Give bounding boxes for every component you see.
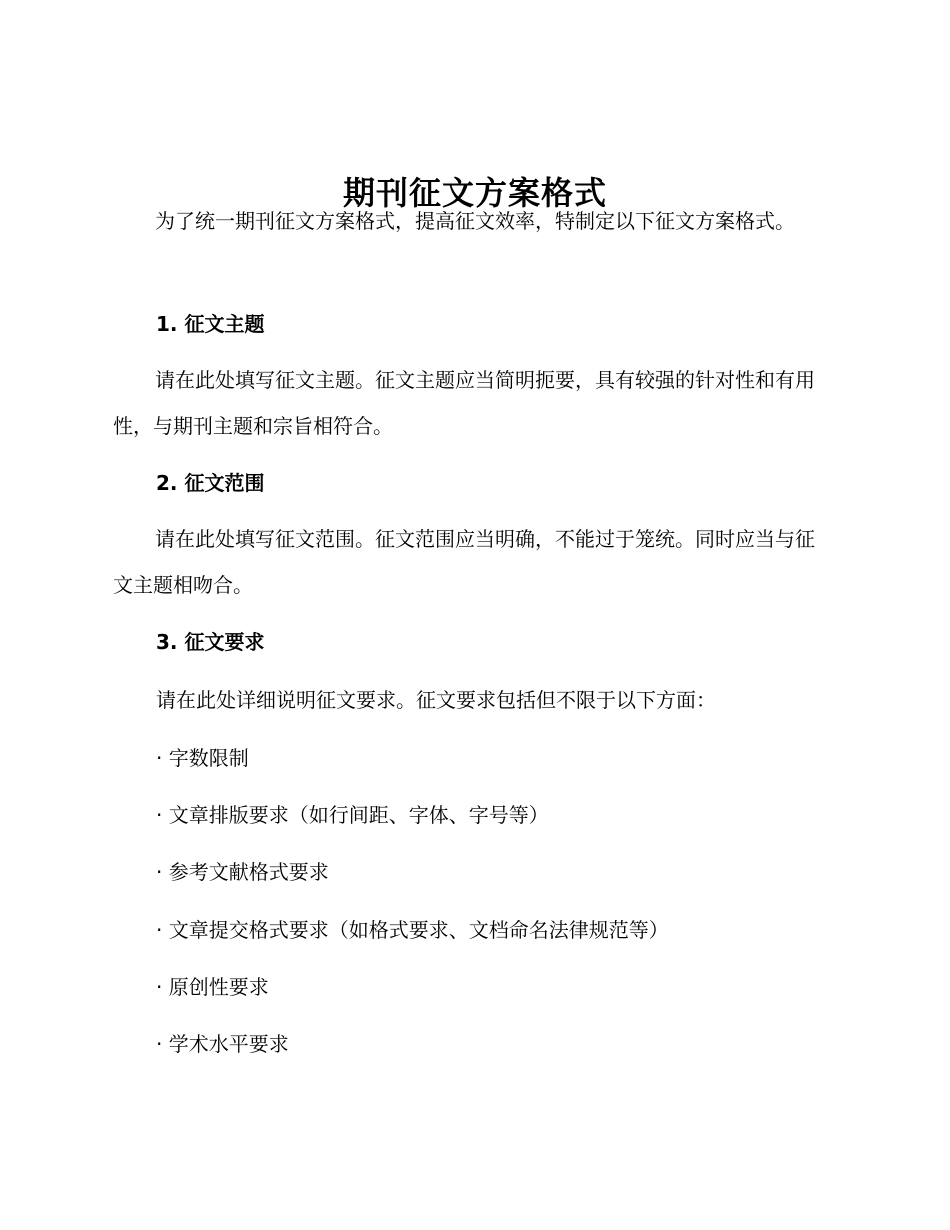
list-item: · 字数限制 [156, 746, 249, 770]
section-body-scope: 请在此处填写征文范围。征文范围应当明确，不能过于笼统。同时应当与征文主题相吻合。 [113, 527, 815, 597]
page-title: 期刊征文方案格式 [342, 174, 607, 213]
list-item: · 参考文献格式要求 [156, 860, 329, 884]
list-item: · 学术水平要求 [156, 1032, 289, 1056]
list-item: · 文章提交格式要求（如格式要求、文档命名法律规范等） [156, 918, 669, 942]
section-body-theme: 请在此处填写征文主题。征文主题应当简明扼要，具有较强的针对性和有用性，与期刊主题和宗旨相符合。 [113, 368, 815, 438]
intro-paragraph: 为了统一期刊征文方案格式，提高征文效率，特制定以下征文方案格式。 [155, 209, 795, 233]
section-body-requirements: 请在此处详细说明征文要求。征文要求包括但不限于以下方面： [156, 688, 716, 712]
section-heading-requirements: 3. 征文要求 [156, 630, 265, 654]
list-item: · 原创性要求 [156, 975, 269, 999]
section-heading-scope: 2. 征文范围 [156, 471, 265, 495]
list-item: · 文章排版要求（如行间距、字体、字号等） [156, 803, 549, 827]
section-heading-theme: 1. 征文主题 [156, 312, 265, 336]
